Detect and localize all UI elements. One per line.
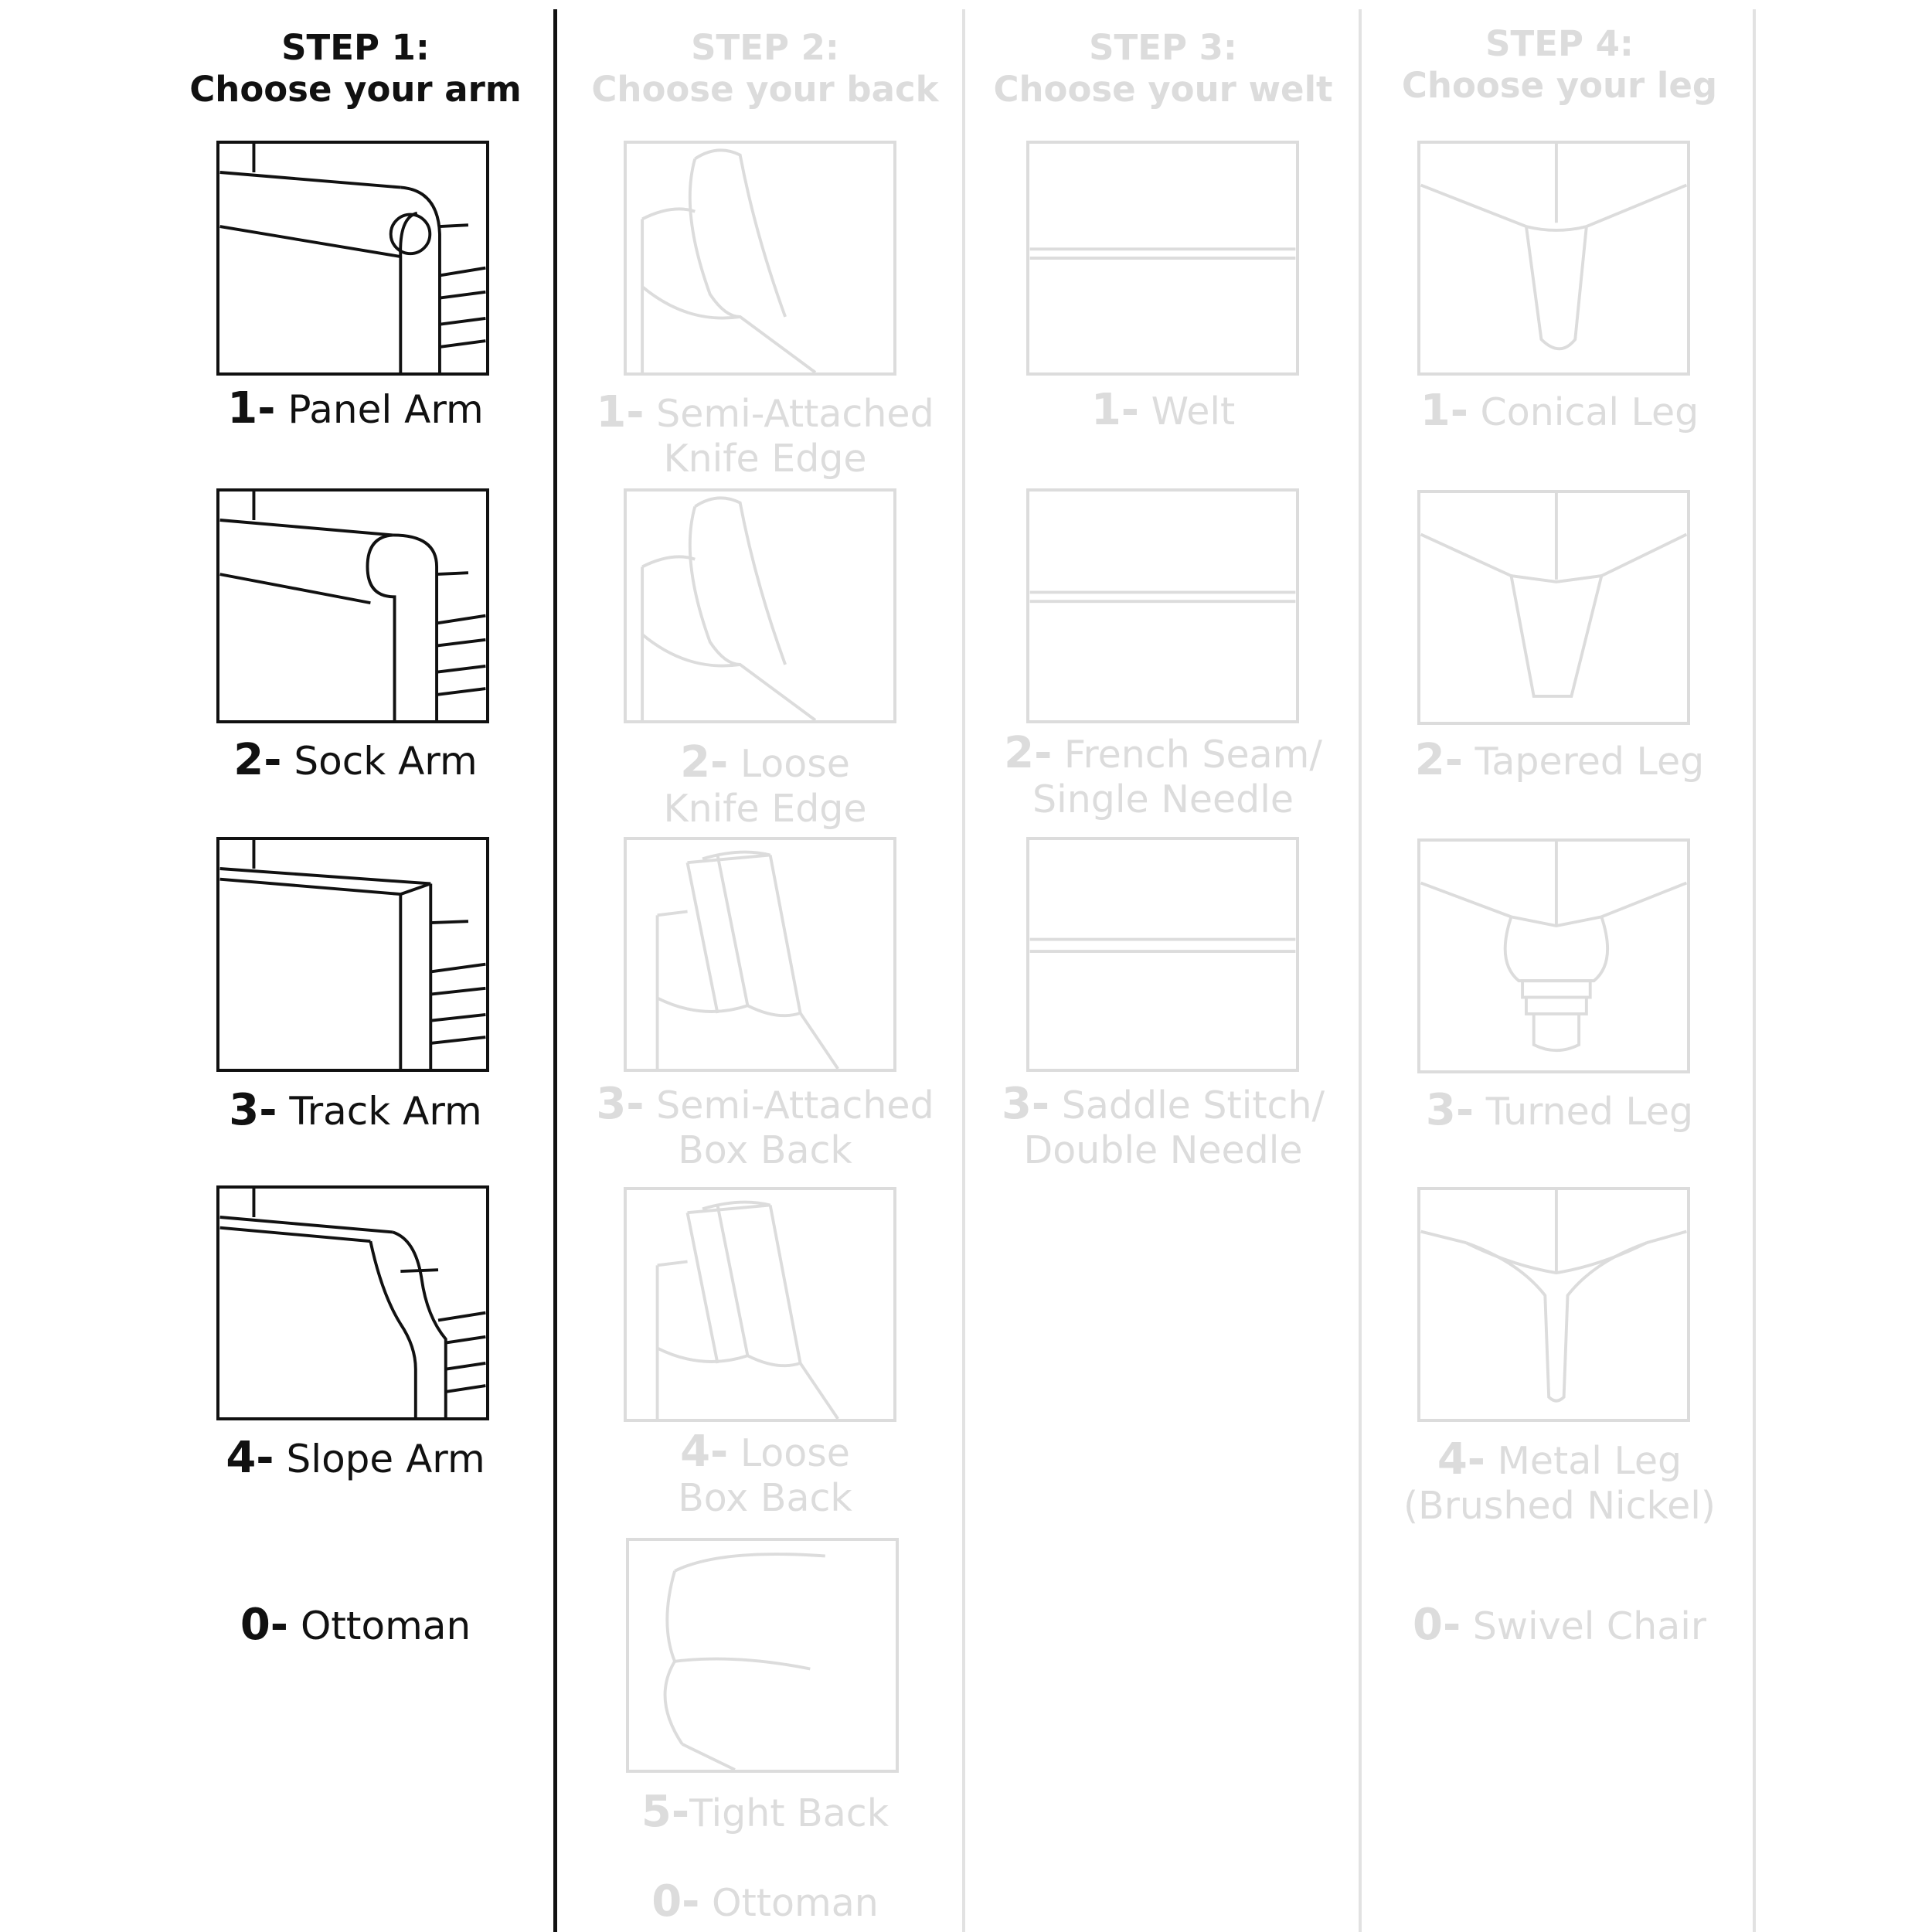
saddle-stitch-label: 3- Saddle Stitch/ Double Needle <box>1001 1079 1325 1172</box>
metal-leg-label: 4- Metal Leg (Brushed Nickel) <box>1403 1434 1716 1528</box>
loose-knife-edge-option[interactable] <box>624 488 896 723</box>
semi-attached-box-back-option[interactable] <box>624 837 896 1072</box>
track-arm-option[interactable] <box>216 837 489 1072</box>
step-prompt: Choose your arm <box>189 69 522 110</box>
semi-attached-knife-edge-label: 1- Semi-Attached Knife Edge <box>596 387 934 481</box>
step-label: STEP 4: <box>1485 23 1634 64</box>
divider-step1-step2 <box>553 9 557 1932</box>
sock-arm-icon <box>219 492 486 720</box>
conical-leg-option[interactable] <box>1417 141 1690 376</box>
turned-leg-label: 3- Turned Leg <box>1425 1085 1694 1135</box>
saddle-stitch-option[interactable] <box>1026 837 1299 1072</box>
swivel-chair-option[interactable]: 0- Swivel Chair <box>1413 1600 1706 1650</box>
welt-option[interactable] <box>1026 141 1299 376</box>
step-prompt: Choose your back <box>591 69 939 110</box>
sock-arm-option[interactable] <box>216 488 489 723</box>
step3-column <box>985 0 1341 1932</box>
tight-back-label: 5-Tight Back <box>641 1787 889 1837</box>
step-label: STEP 1: <box>281 27 430 68</box>
step-prompt: Choose your leg <box>1401 65 1718 106</box>
tight-back-option[interactable] <box>626 1538 899 1773</box>
semi-attached-box-back-label: 3- Semi-Attached Box Back <box>596 1079 934 1172</box>
tight-back-icon <box>629 1541 896 1770</box>
turned-leg-option[interactable] <box>1417 838 1690 1073</box>
step4-column <box>1382 0 1737 1932</box>
divider-step4-end <box>1753 9 1756 1932</box>
ottoman-option[interactable]: 0- Ottoman <box>651 1876 879 1927</box>
loose-box-back-icon <box>627 1190 893 1419</box>
loose-box-back-label: 4- Loose Box Back <box>678 1427 852 1520</box>
step2-title <box>587 27 943 111</box>
sock-arm-label: 2- Sock Arm <box>233 735 478 785</box>
turned-leg-icon <box>1420 842 1687 1070</box>
loose-knife-edge-label: 2- Loose Knife Edge <box>663 737 867 831</box>
divider-step3-step4 <box>1359 9 1362 1932</box>
step2-column <box>587 0 943 1932</box>
metal-leg-icon <box>1420 1190 1687 1419</box>
step-label: STEP 2: <box>691 27 839 68</box>
step1-column <box>185 0 526 1932</box>
metal-leg-option[interactable] <box>1417 1187 1690 1422</box>
tapered-leg-label: 2- Tapered Leg <box>1414 735 1705 785</box>
panel-arm-option[interactable] <box>216 141 489 376</box>
panel-arm-label: 1- Panel Arm <box>227 383 484 434</box>
step4-title <box>1382 23 1737 107</box>
loose-knife-edge-icon <box>627 492 893 720</box>
panel-arm-icon <box>219 144 486 372</box>
french-seam-icon <box>1029 492 1296 720</box>
track-arm-label: 3- Track Arm <box>229 1085 482 1135</box>
french-seam-option[interactable] <box>1026 488 1299 723</box>
ottoman-option[interactable]: 0- Ottoman <box>240 1600 471 1650</box>
step-label: STEP 3: <box>1089 27 1237 68</box>
saddle-stitch-icon <box>1029 840 1296 1069</box>
track-arm-icon <box>219 840 486 1069</box>
welt-label: 1- Welt <box>1090 385 1236 435</box>
conical-leg-icon <box>1420 144 1687 372</box>
tapered-leg-option[interactable] <box>1417 490 1690 725</box>
slope-arm-label: 4- Slope Arm <box>226 1433 485 1483</box>
step1-title <box>185 27 526 111</box>
tapered-leg-icon <box>1420 493 1687 722</box>
step3-title <box>985 27 1341 111</box>
slope-arm-option[interactable] <box>216 1185 489 1420</box>
semi-attached-box-back-icon <box>627 840 893 1069</box>
step-prompt: Choose your welt <box>993 69 1333 110</box>
loose-box-back-option[interactable] <box>624 1187 896 1422</box>
welt-icon <box>1029 144 1296 372</box>
semi-attached-knife-edge-icon <box>627 144 893 372</box>
semi-attached-knife-edge-option[interactable] <box>624 141 896 376</box>
slope-arm-icon <box>219 1189 486 1417</box>
conical-leg-label: 1- Conical Leg <box>1420 386 1699 436</box>
divider-step2-step3 <box>962 9 965 1932</box>
french-seam-label: 2- French Seam/ Single Needle <box>1004 728 1322 821</box>
